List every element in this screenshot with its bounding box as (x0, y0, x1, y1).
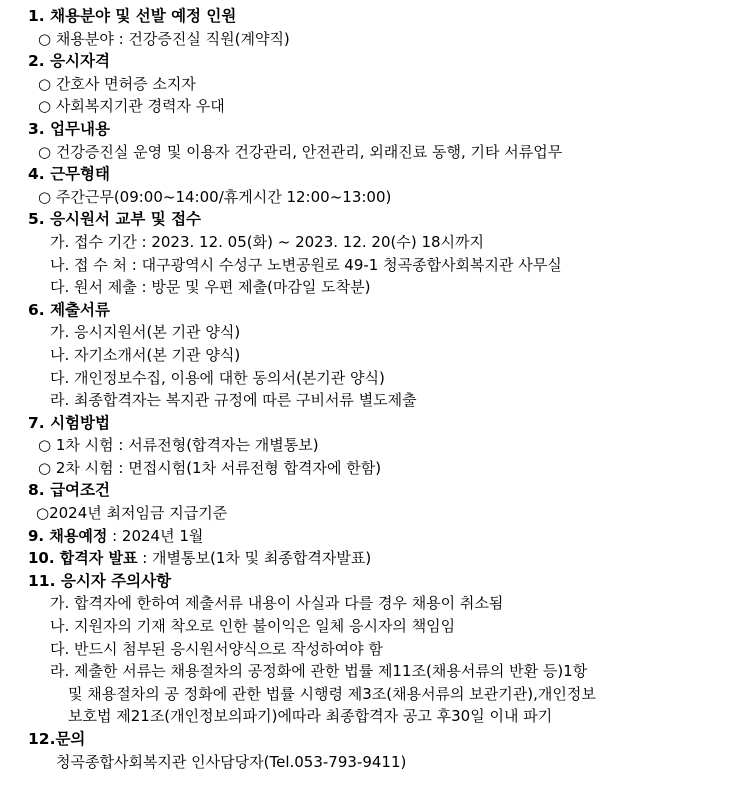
section-title-announcement: 10. 합격자 발표 (28, 549, 138, 568)
section-title-inquiry: 12.문의 (28, 730, 86, 748)
section-title-documents: 6. 제출서류 (28, 300, 110, 319)
exam-item: ○ 1차 시험 : 서류전형(합격자는 개별통보) (38, 436, 319, 455)
notes-item-continuation: 및 채용절차의 공 정화에 관한 법률 시행령 제3조(채용서류의 보관기관),개인정보 (68, 684, 596, 703)
documents-item: 라. 최종합격자는 복지관 규정에 따른 구비서류 별도제출 (50, 391, 417, 410)
notes-item: 가. 합격자에 한하여 제출서류 내용이 사실과 다를 경우 채용이 취소됨 (50, 594, 504, 613)
notes-item-continuation: 보호법 제21조(개인정보의파기)에따라 최종합격자 공고 후30일 이내 파기 (68, 707, 553, 726)
documents-item: 다. 개인정보수집, 이용에 대한 동의서(본기관 양식) (50, 368, 385, 387)
section-title-recruit-field: 1. 채용분야 및 선발 예정 인원 (28, 7, 237, 25)
salary-item: ○2024년 최저임금 지급기준 (36, 504, 228, 523)
notes-item: 다. 반드시 첨부된 응시원서양식으로 작성하여야 함 (50, 639, 383, 658)
section-title-application: 5. 응시원서 교부 및 접수 (28, 210, 202, 229)
application-item: 가. 접수 기간 : 2023. 12. 05(화) ~ 2023. 12. 20(수) 18시까지 (50, 232, 485, 251)
application-item: 나. 접 수 처 : 대구광역시 수성구 노변공원로 49-1 청곡종합사회복지관 사무실 (50, 255, 562, 274)
section-title-notes: 11. 응시자 주의사항 (28, 571, 172, 590)
announcement-value: : 개별통보(1차 및 최종합격자발표) (137, 549, 372, 568)
exam-item: ○ 2차 시험 : 면접시험(1차 서류전형 합격자에 한함) (38, 458, 382, 477)
hiring-schedule-value: : 2024년 1월 (107, 526, 204, 545)
notes-item: 라. 제출한 서류는 채용절차의 공정화에 관한 법률 제11조(채용서류의 반환 등)1항 (50, 662, 588, 681)
announcement-line (28, 547, 740, 570)
section-title-exam: 7. 시험방법 (28, 413, 110, 432)
section-title-duties: 3. 업무내용 (28, 119, 110, 138)
inquiry-contact: 청곡종합사회복지관 인사담당자(Tel.053-793-9411) (56, 752, 407, 771)
application-item: 다. 원서 제출 : 방문 및 우편 제출(마감일 도착분) (50, 278, 371, 297)
work-type-item: ○ 주간근무(09:00~14:00/휴게시간 12:00~13:00) (38, 187, 392, 206)
section-title-hiring-schedule: 9. 채용예정 (28, 526, 108, 545)
documents-item: 나. 자기소개서(본 기관 양식) (50, 345, 241, 364)
section-title-qualification: 2. 응시자격 (28, 52, 110, 71)
notes-item: 나. 지원자의 기재 착오로 인한 불이익은 일체 응시자의 책임임 (50, 617, 456, 636)
duties-item: ○ 건강증진실 운영 및 이용자 건강관리, 안전관리, 외래진료 동행, 기타 서류업무 (38, 142, 563, 161)
hiring-schedule-line (28, 525, 740, 548)
documents-item: 가. 응시지원서(본 기관 양식) (50, 323, 241, 342)
qualification-item: ○ 사회복지기관 경력자 우대 (38, 97, 225, 116)
qualification-item: ○ 간호사 면허증 소지자 (38, 74, 196, 93)
recruit-field-item: ○ 채용분야 : 건강증진실 직원(계약직) (38, 29, 290, 48)
section-title-salary: 8. 급여조건 (28, 481, 110, 500)
section-title-work-type: 4. 근무형태 (28, 165, 110, 184)
